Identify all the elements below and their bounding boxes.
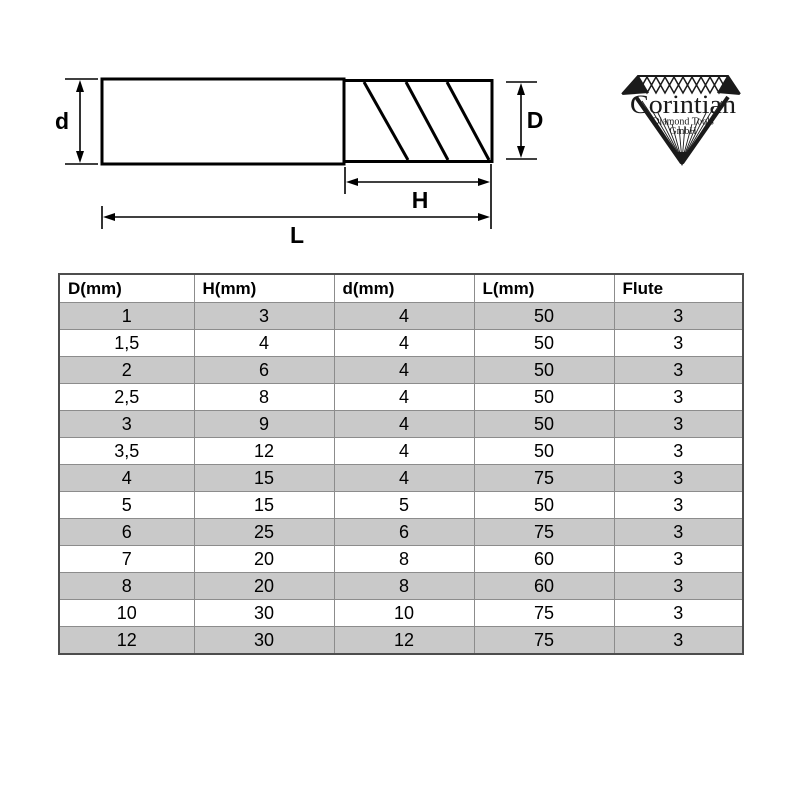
column-header: Flute <box>614 274 743 303</box>
table-cell: 5 <box>59 492 194 519</box>
table-row <box>59 492 743 519</box>
table-cell: 3 <box>614 357 743 384</box>
table-cell: 4 <box>334 411 474 438</box>
table-cell: 12 <box>59 627 194 655</box>
label-total-length: L <box>289 222 305 248</box>
table-cell: 50 <box>474 330 614 357</box>
label-head-diameter: D <box>526 107 544 133</box>
table-row <box>59 546 743 573</box>
table-cell: 3 <box>614 411 743 438</box>
table-cell: 4 <box>334 357 474 384</box>
table-cell: 75 <box>474 519 614 546</box>
table-cell: 50 <box>474 438 614 465</box>
logo-brand-text: Corintian <box>630 90 736 119</box>
cutting-head-outline <box>344 81 492 162</box>
table-cell: 1 <box>59 303 194 330</box>
table-cell: 7 <box>59 546 194 573</box>
table-cell: 3 <box>614 627 743 655</box>
table-cell: 5 <box>334 492 474 519</box>
table-cell: 4 <box>334 330 474 357</box>
table-row <box>59 600 743 627</box>
table-cell: 6 <box>334 519 474 546</box>
spec-table-body <box>59 303 743 655</box>
table-cell: 3 <box>614 465 743 492</box>
table-row <box>59 384 743 411</box>
table-cell: 3 <box>614 573 743 600</box>
table-row <box>59 330 743 357</box>
table-cell: 60 <box>474 546 614 573</box>
table-cell: 60 <box>474 573 614 600</box>
logo-subtitle-text: Diamond Tools <box>652 116 714 128</box>
header-row <box>59 274 743 303</box>
table-cell: 6 <box>59 519 194 546</box>
table-cell: 3 <box>614 438 743 465</box>
table-cell: 50 <box>474 384 614 411</box>
table-cell: 3 <box>614 492 743 519</box>
table-cell: 30 <box>194 600 334 627</box>
table-row <box>59 465 743 492</box>
table-cell: 50 <box>474 357 614 384</box>
column-header: H(mm) <box>194 274 334 303</box>
column-header: D(mm) <box>59 274 194 303</box>
table-cell: 3 <box>614 546 743 573</box>
table-cell: 3 <box>614 600 743 627</box>
dimension-d <box>65 79 98 164</box>
spec-table <box>58 273 744 655</box>
table-row <box>59 627 743 655</box>
label-shank-diameter: d <box>54 108 70 134</box>
table-cell: 3 <box>194 303 334 330</box>
table-cell: 8 <box>59 573 194 600</box>
table-row <box>59 438 743 465</box>
column-header: L(mm) <box>474 274 614 303</box>
table-cell: 12 <box>194 438 334 465</box>
table-cell: 1,5 <box>59 330 194 357</box>
table-cell: 50 <box>474 492 614 519</box>
table-cell: 20 <box>194 546 334 573</box>
table-cell: 2,5 <box>59 384 194 411</box>
table-cell: 8 <box>334 546 474 573</box>
table-cell: 2 <box>59 357 194 384</box>
table-cell: 25 <box>194 519 334 546</box>
table-cell: 8 <box>334 573 474 600</box>
corintian-logo <box>598 60 763 172</box>
column-header: d(mm) <box>334 274 474 303</box>
table-cell: 4 <box>334 384 474 411</box>
table-cell: 4 <box>334 438 474 465</box>
table-row <box>59 519 743 546</box>
table-cell: 6 <box>194 357 334 384</box>
table-cell: 20 <box>194 573 334 600</box>
table-cell: 4 <box>59 465 194 492</box>
table-cell: 30 <box>194 627 334 655</box>
table-row <box>59 303 743 330</box>
table-row <box>59 411 743 438</box>
tool-technical-drawing <box>40 55 560 250</box>
table-cell: 50 <box>474 411 614 438</box>
table-cell: 15 <box>194 492 334 519</box>
table-cell: 3 <box>614 303 743 330</box>
table-cell: 10 <box>334 600 474 627</box>
table-cell: 3 <box>614 384 743 411</box>
table-row <box>59 357 743 384</box>
table-cell: 9 <box>194 411 334 438</box>
table-cell: 3,5 <box>59 438 194 465</box>
table-cell: 3 <box>59 411 194 438</box>
shank-outline <box>102 79 344 164</box>
flute-lines <box>364 82 489 160</box>
table-cell: 4 <box>334 303 474 330</box>
table-cell: 75 <box>474 465 614 492</box>
table-cell: 15 <box>194 465 334 492</box>
table-cell: 3 <box>614 519 743 546</box>
table-cell: 50 <box>474 303 614 330</box>
table-cell: 12 <box>334 627 474 655</box>
table-cell: 75 <box>474 600 614 627</box>
table-row <box>59 573 743 600</box>
table-cell: 4 <box>194 330 334 357</box>
label-head-length: H <box>411 187 429 213</box>
logo-company-suffix-text: GmbH <box>669 126 697 137</box>
table-cell: 3 <box>614 330 743 357</box>
spec-table-head <box>59 274 743 303</box>
table-cell: 75 <box>474 627 614 655</box>
table-cell: 8 <box>194 384 334 411</box>
table-cell: 4 <box>334 465 474 492</box>
table-cell: 10 <box>59 600 194 627</box>
